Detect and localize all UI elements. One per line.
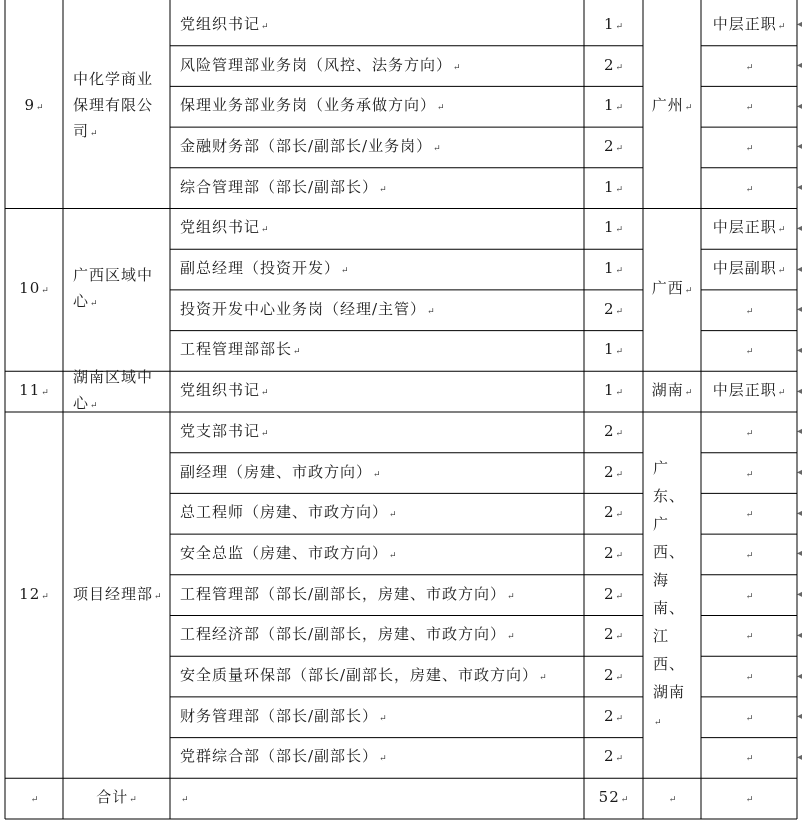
paragraph-mark: ↵ [745,550,754,561]
position-level [701,616,797,657]
headcount-text: 2 [603,543,615,562]
position-name [170,86,584,127]
position-level [701,575,797,616]
paragraph-mark: ↵ [507,591,515,602]
paragraph-mark: ↵ [437,103,445,114]
paragraph-mark: ◂ [797,589,802,601]
position-name [170,331,584,372]
position-name [170,371,584,412]
paragraph-mark: ↵ [507,632,515,643]
position-level [701,656,797,697]
paragraph-mark: ↵ [433,143,441,154]
headcount-text: 1 [603,218,615,237]
paragraph-mark: ↵ [379,713,387,724]
paragraph-mark: ↵ [341,266,349,277]
position-name-text: 工程管理部部长 [180,340,293,359]
paragraph-mark: ↵ [745,428,754,439]
paragraph-mark: ↵ [615,713,624,724]
headcount-text: 1 [603,381,615,400]
headcount [584,534,643,575]
paragraph-mark: ◂ [797,141,802,153]
headcount-text: 2 [603,421,615,440]
headcount-text: 1 [603,177,615,196]
paragraph-mark: ↵ [777,21,786,32]
paragraph-mark: ↵ [389,510,397,521]
paragraph-mark: ↵ [615,550,624,561]
group-number-text: 10 [19,279,41,298]
paragraph-mark: ◂ [797,60,802,72]
position-level [701,46,797,87]
position-level [701,209,797,250]
headcount-text: 1 [603,259,615,278]
position-name-text: 党组织书记 [180,381,261,400]
headcount [584,656,643,697]
headcount [584,493,643,534]
position-level [701,86,797,127]
headcount [584,5,643,46]
position-name [170,168,584,209]
group-number [5,371,63,412]
position-name-text: 财务管理部（部长/副部长） [180,706,379,725]
position-level [701,738,797,779]
position-level [701,453,797,494]
paragraph-mark: ◂ [797,507,802,519]
paragraph-mark: ↵ [615,225,624,236]
total-empty-cell [701,778,797,819]
paragraph-mark: ↵ [745,591,754,602]
paragraph-mark: ↵ [615,266,624,277]
position-name [170,5,584,46]
headcount-text: 2 [603,747,615,766]
headcount-text: 2 [603,55,615,74]
group-organization-text: 中化学商业保理有限公司 [73,70,154,141]
position-name-text: 党支部书记 [180,421,261,440]
paragraph-mark: ↵ [90,401,98,412]
paragraph-mark: ◂ [797,222,802,234]
position-level-text: 中层正职 [712,381,777,400]
total-count [584,778,643,819]
position-name-text: 工程经济部（部长/副部长，房建、市政方向） [180,625,507,644]
paragraph-mark: ↵ [379,754,387,765]
paragraph-mark: ◂ [797,629,802,641]
position-name-text: 安全质量环保部（部长/副部长，房建、市政方向） [180,666,539,685]
position-name [170,493,584,534]
paragraph-mark: ↵ [615,306,624,317]
paragraph-mark: ↵ [615,591,624,602]
group-location [643,209,701,372]
paragraph-mark: ↵ [620,795,629,806]
group-number [5,412,63,778]
paragraph-mark: ↵ [668,795,677,806]
headcount-text: 2 [603,503,615,522]
paragraph-mark: ◂ [797,426,802,438]
paragraph-mark: ↵ [684,388,693,399]
group-location-text: 广东、广西、海南、江西、湖南 [653,458,686,701]
total-label [63,778,170,819]
paragraph-mark: ↵ [615,143,624,154]
headcount [584,209,643,250]
paragraph-mark: ↵ [154,591,162,602]
headcount [584,738,643,779]
headcount [584,249,643,290]
paragraph-mark: ◂ [797,751,802,763]
paragraph-mark: ↵ [745,103,754,114]
position-name [170,697,584,738]
group-number [5,5,63,209]
headcount [584,86,643,127]
paragraph-mark: ↵ [90,129,98,140]
total-count-text: 52 [598,788,620,807]
total-empty-cell [5,778,63,819]
paragraph-mark: ↵ [745,713,754,724]
paragraph-mark: ↵ [261,21,269,32]
paragraph-mark: ↵ [41,388,49,399]
paragraph-mark: ↵ [615,469,624,480]
paragraph-mark: ↵ [615,388,624,399]
paragraph-mark: ◂ [797,19,802,31]
paragraph-mark: ↵ [261,428,269,439]
paragraph-mark: ↵ [684,103,693,114]
paragraph-mark: ◂ [797,304,802,316]
paragraph-mark: ↵ [615,103,624,114]
position-name [170,453,584,494]
headcount [584,168,643,209]
paragraph-mark: ↵ [181,795,189,806]
headcount [584,453,643,494]
group-location [643,5,701,209]
position-name-text: 党组织书记 [180,14,261,33]
headcount [584,371,643,412]
position-name [170,616,584,657]
paragraph-mark: ↵ [129,795,137,806]
group-location-text: 广州 [651,96,684,115]
paragraph-mark: ◂ [797,100,802,112]
headcount-text: 2 [603,299,615,318]
paragraph-mark: ↵ [41,591,49,602]
headcount-text: 2 [603,666,615,685]
paragraph-mark: ◂ [797,467,802,479]
position-level [701,127,797,168]
position-name [170,209,584,250]
paragraph-mark: ↵ [615,62,624,73]
headcount-text: 2 [603,625,615,644]
position-name [170,46,584,87]
paragraph-mark: ↵ [777,388,786,399]
paragraph-mark: ↵ [539,673,547,684]
group-organization-text: 湖南区域中心 [73,368,154,413]
paragraph-mark: ↵ [745,347,754,358]
position-level [701,5,797,46]
headcount [584,575,643,616]
paragraph-mark: ↵ [36,103,44,114]
paragraph-mark: ◂ [797,548,802,560]
group-number [5,209,63,372]
position-name-text: 投资开发中心业务岗（经理/主管） [180,299,427,318]
headcount [584,616,643,657]
position-name [170,575,584,616]
position-name [170,249,584,290]
position-level [701,249,797,290]
paragraph-mark: ↵ [41,286,49,297]
position-level [701,493,797,534]
headcount [584,412,643,453]
position-name [170,738,584,779]
paragraph-mark: ↵ [379,184,387,195]
headcount [584,290,643,331]
position-level [701,412,797,453]
headcount [584,127,643,168]
position-level [701,290,797,331]
position-name-text: 党群综合部（部长/副部长） [180,747,379,766]
group-organization [63,368,170,413]
paragraph-mark: ↵ [261,388,269,399]
paragraph-mark: ↵ [745,673,754,684]
paragraph-mark: ↵ [30,795,39,806]
position-name-text: 党组织书记 [180,218,261,237]
paragraph-mark: ↵ [293,347,301,358]
paragraph-mark: ↵ [389,550,397,561]
paragraph-mark: ↵ [615,347,624,358]
position-level [701,331,797,372]
position-name-text: 总工程师（房建、市政方向） [180,503,389,522]
paragraph-mark: ↵ [745,632,754,643]
group-organization [63,5,170,209]
position-level [701,534,797,575]
position-name-text: 金融财务部（部长/副部长/业务岗） [180,136,433,155]
paragraph-mark: ↵ [615,510,624,521]
paragraph-mark: ↵ [654,717,662,728]
group-organization [63,412,170,778]
paragraph-mark: ↵ [745,184,754,195]
position-name-text: 工程管理部（部长/副部长，房建、市政方向） [180,584,507,603]
headcount-text: 2 [603,136,615,155]
position-name-text: 副总经理（投资开发） [180,259,341,278]
group-number-text: 11 [19,381,41,400]
position-name [170,290,584,331]
paragraph-mark: ↵ [90,299,98,310]
group-location [643,371,701,412]
paragraph-mark: ↵ [745,62,754,73]
paragraph-mark: ↵ [745,143,754,154]
headcount-text: 1 [603,14,615,33]
paragraph-mark: ↵ [615,428,624,439]
headcount [584,697,643,738]
position-name [170,534,584,575]
group-number-text: 12 [19,584,41,603]
paragraph-mark: ↵ [615,754,624,765]
paragraph-mark: ◂ [797,182,802,194]
paragraph-mark: ↵ [777,225,786,236]
paragraph-mark: ↵ [745,795,754,806]
paragraph-mark: ↵ [745,306,754,317]
headcount-text: 1 [603,96,615,115]
position-level-text: 中层正职 [712,14,777,33]
headcount [584,331,643,372]
position-name [170,127,584,168]
headcount [584,46,643,87]
position-name-text: 安全总监（房建、市政方向） [180,543,389,562]
paragraph-mark: ↵ [745,469,754,480]
paragraph-mark: ↵ [684,286,693,297]
paragraph-mark: ↵ [615,184,624,195]
paragraph-mark: ◂ [797,385,802,397]
headcount-text: 2 [603,706,615,725]
paragraph-mark: ↵ [615,632,624,643]
paragraph-mark: ◂ [797,263,802,275]
position-name-text: 保理业务部业务岗（业务承做方向） [180,96,437,115]
paragraph-mark: ↵ [745,510,754,521]
position-name-text: 综合管理部（部长/副部长） [180,177,379,196]
total-empty-cell [170,778,584,819]
headcount-text: 2 [603,584,615,603]
paragraph-mark: ↵ [373,469,381,480]
paragraph-mark: ↵ [615,21,624,32]
headcount-text: 1 [603,340,615,359]
group-organization-text: 广西区域中心 [73,266,154,311]
group-organization [63,209,170,372]
paragraph-mark: ◂ [797,344,802,356]
paragraph-mark: ↵ [453,62,461,73]
position-level-text: 中层正职 [712,218,777,237]
position-name [170,412,584,453]
paragraph-mark: ↵ [261,225,269,236]
paragraph-mark: ↵ [745,754,754,765]
paragraph-mark: ◂ [797,670,802,682]
paragraph-mark: ↵ [427,306,435,317]
group-location [643,412,701,778]
position-level [701,168,797,209]
headcount-text: 2 [603,462,615,481]
group-organization-text: 项目经理部 [73,584,154,603]
position-level [701,371,797,412]
position-name-text: 风险管理部业务岗（风控、法务方向） [180,55,453,74]
position-name [170,656,584,697]
paragraph-mark: ↵ [615,673,624,684]
position-name-text: 副经理（房建、市政方向） [180,462,373,481]
position-level-text: 中层副职 [712,259,777,278]
group-location-text: 湖南 [651,381,684,400]
position-level [701,697,797,738]
paragraph-mark: ◂ [797,711,802,723]
total-label-text: 合计 [96,788,129,807]
total-empty-cell [643,778,701,819]
paragraph-mark: ↵ [777,266,786,277]
group-number-text: 9 [24,96,35,115]
group-location-text: 广西 [651,279,684,298]
